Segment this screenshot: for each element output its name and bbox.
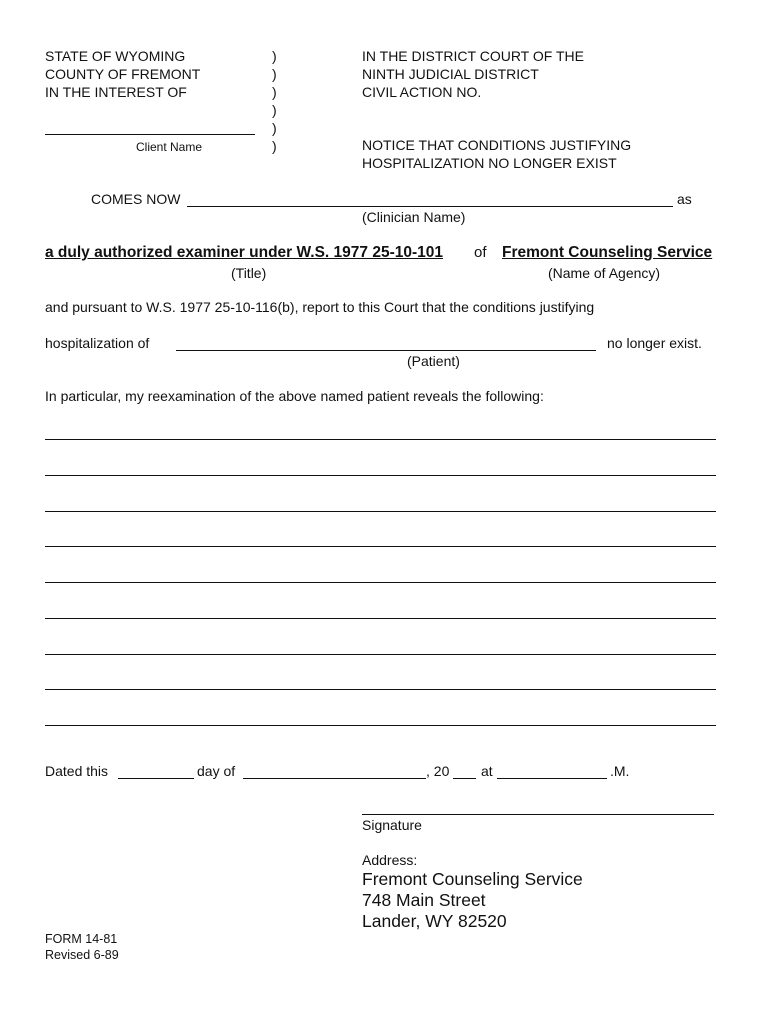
caption-paren: ) (272, 102, 277, 118)
findings-line[interactable] (45, 475, 716, 476)
caption-paren: ) (272, 84, 277, 100)
findings-line[interactable] (45, 511, 716, 512)
notice-title-line2: HOSPITALIZATION NO LONGER EXIST (362, 155, 617, 171)
form-number: FORM 14-81 (45, 932, 118, 946)
caption-interest-of: IN THE INTEREST OF (45, 84, 187, 100)
findings-line[interactable] (45, 689, 716, 690)
district-name: NINTH JUDICIAL DISTRICT (362, 66, 539, 82)
notice-title-line1: NOTICE THAT CONDITIONS JUSTIFYING (362, 137, 632, 153)
day-field[interactable] (118, 778, 194, 779)
address-city: Lander, WY 82520 (362, 911, 507, 931)
address-street: 748 Main Street (362, 890, 486, 910)
caption-county: COUNTY OF FREMONT (45, 66, 201, 82)
hospitalization-of-text: hospitalization of (45, 335, 150, 351)
examiner-title-value: a duly authorized examiner under W.S. 1977 25-10-101 (45, 244, 443, 261)
agency-name-value: Fremont Counseling Service (502, 244, 713, 261)
caption-paren: ) (272, 120, 277, 136)
signature-label: Signature (362, 817, 422, 833)
clinician-name-field[interactable] (187, 206, 673, 207)
address-agency: Fremont Counseling Service (362, 869, 583, 889)
caption-paren: ) (272, 138, 277, 154)
day-of-text: day of (197, 763, 236, 779)
comes-now-text: COMES NOW (91, 191, 181, 207)
form-revised: Revised 6-89 (45, 948, 119, 962)
as-text: as (677, 191, 692, 207)
no-longer-exist-text: no longer exist. (607, 335, 702, 351)
reexamination-statement: In particular, my reexamination of the above named patient reveals the following: (45, 388, 544, 404)
findings-line[interactable] (45, 654, 716, 655)
of-text: of (474, 244, 487, 261)
client-name-field[interactable] (45, 134, 255, 135)
year-field[interactable] (453, 778, 476, 779)
meridiem-text: .M. (610, 763, 630, 779)
findings-line[interactable] (45, 582, 716, 583)
address-label: Address: (362, 852, 418, 868)
caption-paren: ) (272, 48, 277, 64)
month-field[interactable] (243, 778, 426, 779)
time-field[interactable] (497, 778, 607, 779)
agency-label: (Name of Agency) (548, 265, 661, 281)
year-prefix-text: , 20 (426, 763, 450, 779)
client-name-label: Client Name (136, 140, 203, 154)
caption-paren: ) (272, 66, 277, 82)
clinician-name-label: (Clinician Name) (362, 209, 466, 225)
patient-label: (Patient) (407, 353, 460, 369)
dated-this-text: Dated this (45, 763, 109, 779)
civil-action-label: CIVIL ACTION NO. (362, 84, 482, 100)
court-name: IN THE DISTRICT COURT OF THE (362, 48, 584, 64)
at-text: at (481, 763, 493, 779)
pursuant-statement: and pursuant to W.S. 1977 25-10-116(b), report to this Court that the conditions justifying (45, 299, 595, 315)
signature-field[interactable] (362, 814, 714, 815)
caption-state: STATE OF WYOMING (45, 48, 186, 64)
findings-line[interactable] (45, 618, 716, 619)
findings-line[interactable] (45, 546, 716, 547)
title-label: (Title) (231, 265, 267, 281)
findings-line[interactable] (45, 725, 716, 726)
patient-name-field[interactable] (176, 350, 596, 351)
findings-line[interactable] (45, 439, 716, 440)
